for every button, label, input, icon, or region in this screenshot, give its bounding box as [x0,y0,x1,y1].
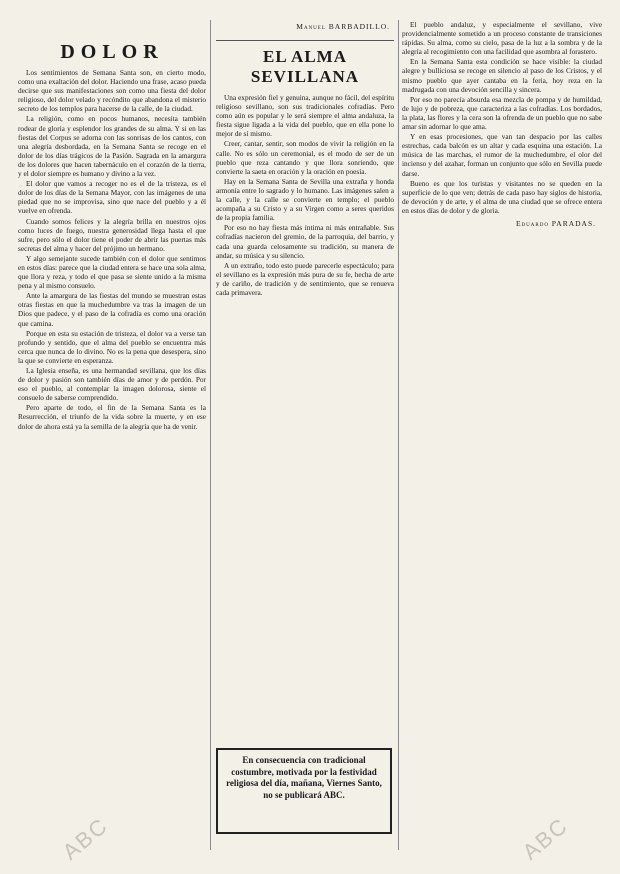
article-paragraph: El pueblo andaluz, y especialmente el sevillano, vive providencialmente sometido a un proceso constante de transiciones rápidas. Su alma, como su cielo, pasa de la luz a la sombra y de la alegría al recogimiento con una facilidad que asombra al forastero. [402,20,602,57]
article-paragraph: Cuando somos felices y la alegría brilla en nuestros ojos como luces de fuego, nuestra generosidad llega hasta el que sufre, pero sólo el dolor tiene el poder de abrir las puertas más secretas del alma y hacer del prójimo un hermano. [18,216,206,253]
column-middle [216,20,394,850]
column-divider [398,20,399,850]
article-paragraph: Bueno es que los turistas y visitantes no se queden en la superficie de lo que ven; detrás de cada paso hay siglos de historia, de devoción y de arte, y el alma de una ciudad que se ofrece entera en estos días de dolor y de gloria. [402,178,602,215]
notice-text: En consecuencia con tradicional costumbre, motivada por la festividad religiosa del día, mañana, Viernes Santo, no se publicará ABC. [226,755,382,800]
article-paragraph: Y en esas procesiones, que van tan despacio por las calles estrechas, cada balcón es un altar y cada esquina una estación. La música de las marchas, el rumor de la muchedumbre, el olor del incienso y del azahar, forman un conjunto que sólo en Sevilla puede darse. [402,132,602,178]
article-paragraph: A un extraño, todo esto puede parecerle espectáculo; para el sevillano es la expresión más pura de su fe, hecha de arte y de cariño, de tradición y de sentimiento, que se renueva cada primavera. [216,260,394,297]
article-paragraph: La Iglesia enseña, es una hermandad sevillana, que los días de dolor y pasión son también días de amor y de perdón. Por eso el pueblo, al contemplar la imagen dolorosa, siente el consuelo de saberse comprendido. [18,366,206,403]
article-paragraph: Ante la amargura de las fiestas del mundo se muestran estas otras fiestas en que la muchedumbre va tras la imagen de un Dios que padece, y el paso de la cofradía es como una oración que camina. [18,291,206,328]
column-right [402,20,602,850]
article-signature-paradas: Eduardo PARADAS. [515,218,596,228]
article-paragraph: Porque en esta su estación de tristeza, el dolor va a verse tan profundo y sentido, que el alma del pueblo se encuentra más cerca que nunca de lo divino. No es la pena que desespera, sino la que se convierte en esperanza. [18,328,206,365]
column-left [18,20,206,850]
article-paragraph: Pero aparte de todo, el fin de la Semana Santa es la Resurrección, el triunfo de la vida sobre la muerte, y en ese dolor de ahora está ya la semilla de la alegría que ha de venir. [18,403,206,431]
abc-watermark-right: ABC [517,812,573,865]
article-paragraph: Y algo semejante sucede también con el dolor que sentimos en estos días: parece que la ciudad entera se hace una sola alma, que llora y reza, y todo el que pasa se siente unido a la misma pena y al mismo consuelo. [18,253,206,291]
article-title-dolor: DOLOR [60,41,164,63]
article-paragraph: Una expresión fiel y genuina, aunque no fácil, del espíritu religioso sevillano, son sus tradicionales cofradías. Pero como aún es popular y le será siempre el alma andaluza, la fiesta sigue ligada a la vida del pueblo, que en ella pone lo mejor de sí mismo. [216,93,394,139]
article-paragraph: En la Semana Santa esta condición se hace visible: la ciudad alegre y bulliciosa se recoge en silencio al paso de los Cristos, y el mismo pueblo que ayer cantaba en la feria, hoy reza en la madrugada con una devoción sencilla y sincera. [402,57,602,94]
abc-watermark-left: ABC [57,812,113,865]
article-title-alma-sevillana: EL ALMA SEVILLANA [216,40,394,87]
article-paragraph: Por eso no parecía absurda esa mezcla de pompa y de humildad, de lujo y de pobreza, que caracteriza a las cofradías. Los bordados, la plata, las flores y la cera son la ofrenda de un pueblo que no sabe amar sin adornar lo que ama. [402,94,602,132]
article-paragraph: Por eso no hay fiesta más íntima ni más entrañable. Sus cofradías nacieron del gremio, de la parroquia, del barrio, y cada una guarda celosamente su tradición, su manera de andar, su música y su silencio. [216,223,394,260]
article-paragraph: Hay en la Semana Santa de Sevilla una extraña y honda armonía entre lo sagrado y lo humano. Las imágenes salen a la calle, y la calle se convierte en templo; el pueblo acompaña a su Cristo y a su Virgen como a seres queridos de la propia familia. [216,176,394,223]
article-paragraph: Creer, cantar, sentir, son modos de vivir la religión en la calle. No es sólo un ceremonial, es el modo de ser de un pueblo que reza cantando y que llora sonriendo, que convierte la saeta en oración y la oración en poesía. [216,139,394,176]
article-paragraph: Los sentimientos de Semana Santa son, en cierto modo, como una exaltación del dolor. Haciendo una frase, acaso pueda decirse que sus manifestaciones son como una fiesta del dolor religioso, del dolor velado y recóndito que abandona el misterio secreto de los templos para hacerse de la calle, de la ciudad. [18,68,206,114]
article-signature-barbadillo: Manuel BARBADILLO. [296,22,390,31]
column-divider [210,20,211,850]
publication-notice-box [216,748,392,834]
article-paragraph: El dolor que vamos a recoger no es el de la tristeza, es el dolor de los días de la Semana Mayor, con las imágenes de una piedad que no se improvisa, sino que nace del pueblo y a él vuelve en ofrenda. [18,179,206,216]
article-paragraph: La religión, como en pocos humanos, necesita también rodear de gloria y esplendor los grandes de su alma. Y si en las fiestas del Corpus se adorna con las sonrisas de los cantos, con una alegría desbordada, en la Semana Santa se recoge en el dolor de los días trágicos de la Pasión. Sagrada en la amargura de los dolores que hacen tabernáculo en el corazón de la tierra, y el dolor siempre es humano y divino a la vez. [18,114,206,179]
